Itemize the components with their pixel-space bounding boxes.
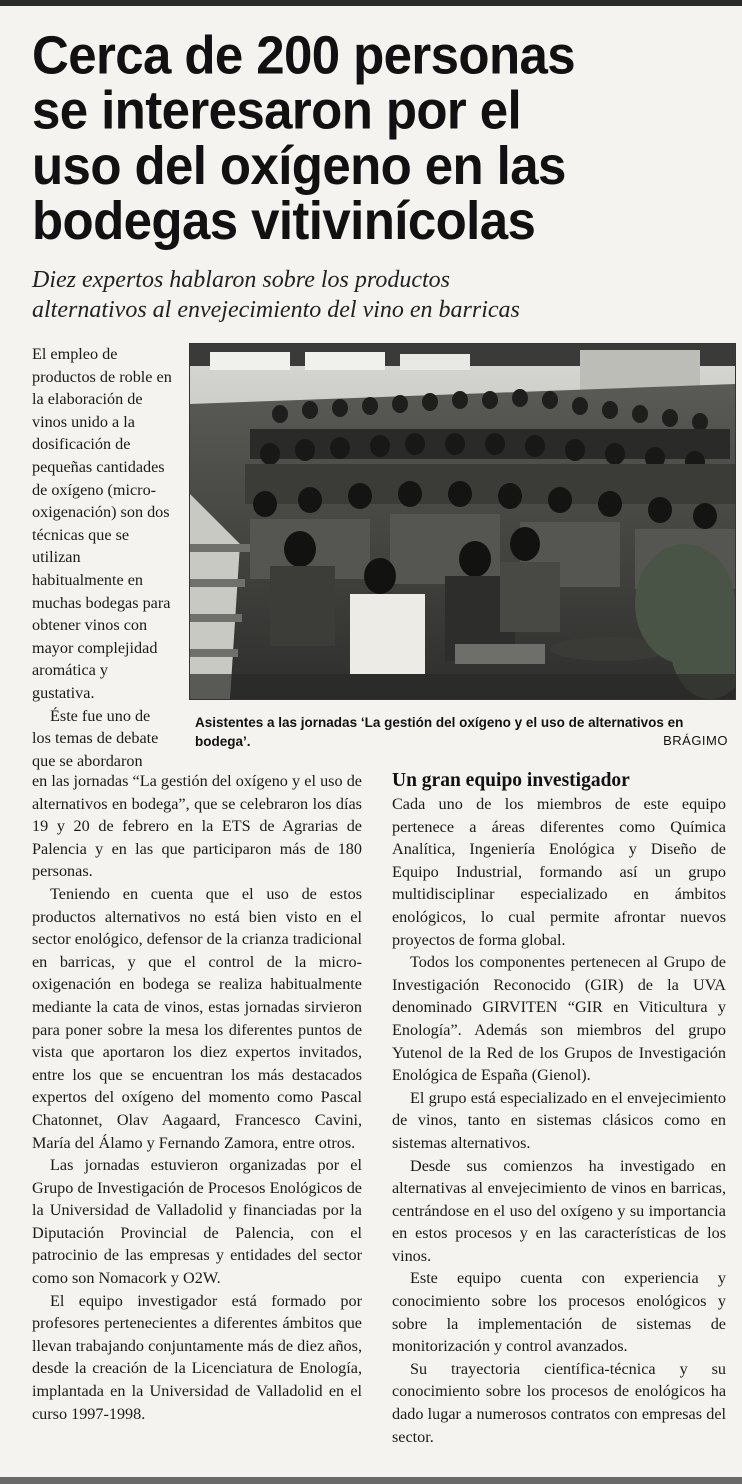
paragraph: en las jornadas “La gestión del oxígeno y el uso de alternativos en bodega”, que se celebraron los días 19 y 20 de febrero en la ETS de Agrarias de Palencia y en las que participaron más de 180 personas. (32, 772, 362, 881)
body-column-right (392, 793, 726, 1448)
section-heading: Un gran equipo investigador (392, 770, 630, 791)
paragraph: Su trayectoria científica-técnica y su conocimiento sobre los procesos de enológicos ha dado lugar a numerosos contratos con empresas del sector. (392, 1359, 726, 1446)
paragraph: Cada uno de los miembros de este equipo pertenece a áreas diferentes como Química Analítica, Ingeniería Enológica y Diseño de Equipo Industrial, formando así un grupo multidisciplinar especializado en ámbitos enológicos, lo cual permite afrontar nuevos proyectos de forma global. (392, 795, 726, 949)
body-column-narrow (32, 343, 172, 772)
paragraph: El equipo investigador está formado por profesores pertenecientes a diferentes ámbitos que llevan trabajando conjuntamente más de diez años, desde la creación de la Licenciatura de Enología, implantada en la Universidad de Valladolid en el curso 1997-1998. (32, 1291, 362, 1423)
paragraph: El empleo de productos de roble en la elaboración de vinos unido a la dosificación de pequeñas cantidades de oxígeno (micro-oxigenación) son dos técnicas que se utilizan habitualmente en muchas bodegas para obtener vinos con mayor complejidad aromática y gustativa. (32, 345, 172, 702)
audience-photo (189, 343, 736, 700)
top-rule (0, 0, 742, 6)
body-column-left (32, 770, 362, 1425)
paragraph: Las jornadas estuvieron organizadas por el Grupo de Investigación de Procesos Enológicos de la Universidad de Valladolid y financiadas por la Diputación Provincial de Palencia, con el patrocinio de las empresas y entidades del sector como son Nomacork y O2W. (32, 1156, 362, 1288)
photo-credit: BRÁGIMO (663, 733, 728, 748)
subtitle-line: Diez expertos hablaron sobre los productos (32, 267, 450, 293)
bottom-rule (0, 1477, 742, 1484)
paragraph: Éste fue uno de los temas de debate que se abordaron (32, 706, 159, 770)
subtitle-line: alternativos al envejecimiento del vino en barricas (32, 297, 520, 323)
paragraph: El grupo está especializado en el envejecimiento de vinos, tanto en sistemas clásicos como en sistemas alternativos. (392, 1088, 726, 1152)
headline-line: uso del oxígeno en las (32, 135, 566, 196)
paragraph: Teniendo en cuenta que el uso de estos productos alternativos no está bien visto en el sector enológico, defensor de la crianza tradicional en barricas, y que el control de la micro-oxigenación en bodega se realiza habitualmente mediante la cata de vinos, estas jornadas sirvieron para poner sobre la mesa los diferentes puntos de vista que aportaron los diez expertos invitados, entre los que se encuentran los más destacados expertos del oxígeno del momento como Pascal Chatonnet, Olav Aagaard, Francesco Cavini, María del Álamo y Fernando Zamora, entre otros. (32, 884, 362, 1152)
paragraph: Todos los componentes pertenecen al Grupo de Investigación Reconocido (GIR) de la UVA denominado GIRVITEN “GIR en Viticultura y Enología”. Además son miembros del grupo Yutenol de la Red de los Grupos de Investigación Enológica de España (Gienol). (392, 953, 726, 1085)
headline-line: se interesaron por el (32, 79, 522, 141)
paragraph: Desde sus comienzos ha investigado en alternativas al envejecimiento de vinos en barricas, centrándose en el uso del oxígeno y su importancia en estos procesos y en las características de los vinos. (392, 1156, 726, 1265)
photo-caption: Asistentes a las jornadas ‘La gestión del oxígeno y el uso de alternativos en bodega’. (195, 715, 684, 749)
audience-photo-illustration (190, 344, 735, 699)
subtitle (32, 265, 722, 325)
paragraph: Este equipo cuenta con experiencia y conocimiento sobre los procesos enológicos y sobre la implementación de sistemas de monitorización y control avanzados. (392, 1269, 726, 1356)
headline (32, 24, 722, 251)
headline-line: bodegas vitivinícolas (32, 190, 536, 251)
headline-line: Cerca de 200 personas (32, 24, 576, 86)
